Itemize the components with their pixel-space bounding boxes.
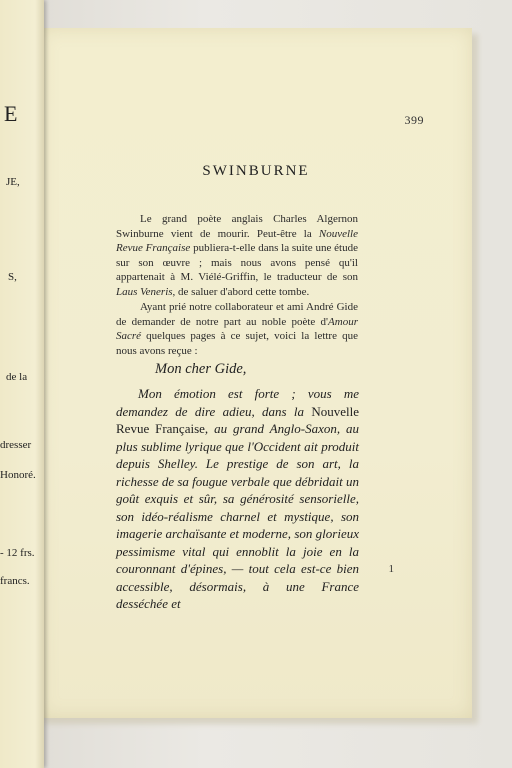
intro-paragraph: Le grand poète anglais Charles Algernon Swinburne vient de mourir. Peut-être la Nouvelle Revue Française publiera-t-elle dans la suite une étude sur son œuvre ; mais nous avons pensé qu'il appartenait à M. Viélé-Griffin, le traducteur de son Laus Veneris, de saluer d'abord cette tombe. (116, 213, 358, 298)
work-title: Amour Sacré (116, 315, 358, 342)
left-page-fragment: dresser (0, 439, 32, 451)
left-page-fragment: Honoré. (0, 469, 36, 481)
page-title: SWINBURNE (202, 163, 310, 179)
left-page-fragment: de la (6, 371, 28, 383)
journal-title: Nouvelle Revue Française (116, 403, 359, 436)
left-page (0, 0, 44, 768)
letter-salutation: Mon cher Gide, (155, 361, 247, 377)
left-page-fragment: E (4, 101, 19, 126)
work-title: Laus Veneris (116, 285, 173, 298)
journal-title: Nouvelle Revue Française (116, 227, 358, 254)
second-paragraph: Ayant prié notre collaborateur et ami André Gide de demander de notre part au noble poète d'Amour Sacré quelques pages à ce sujet, voici la lettre que nous avons reçue : (116, 301, 358, 357)
left-page-fragment: JE, (6, 176, 20, 188)
left-page-fragment: francs. (0, 575, 30, 587)
left-page-fragment: - 12 frs. (0, 547, 35, 559)
left-page-fragment: S, (8, 271, 17, 283)
signature-mark: 1 (388, 563, 394, 575)
letter-body: Mon émotion est forte ; vous me demandez de dire adieu, dans la Nouvelle Revue Française, au grand Anglo-Saxon, au plus sublime lyrique que l'Occident ait produit depuis Shelley. Le prestige de son art, la richesse de sa fougue verbale que débridait un goût exquis et sûr, sa générosité sensorielle, son idéo-réalisme charnel et mystique, son imagerie archaïsante et moderne, son glorieux pessimisme vital qui ennoblit la joie en la couronnant d'épines, — tout cela est-ce bien accessible, désormais, à une France desséchée et (116, 386, 359, 611)
page-number: 399 (404, 113, 424, 127)
book-page (40, 28, 472, 718)
